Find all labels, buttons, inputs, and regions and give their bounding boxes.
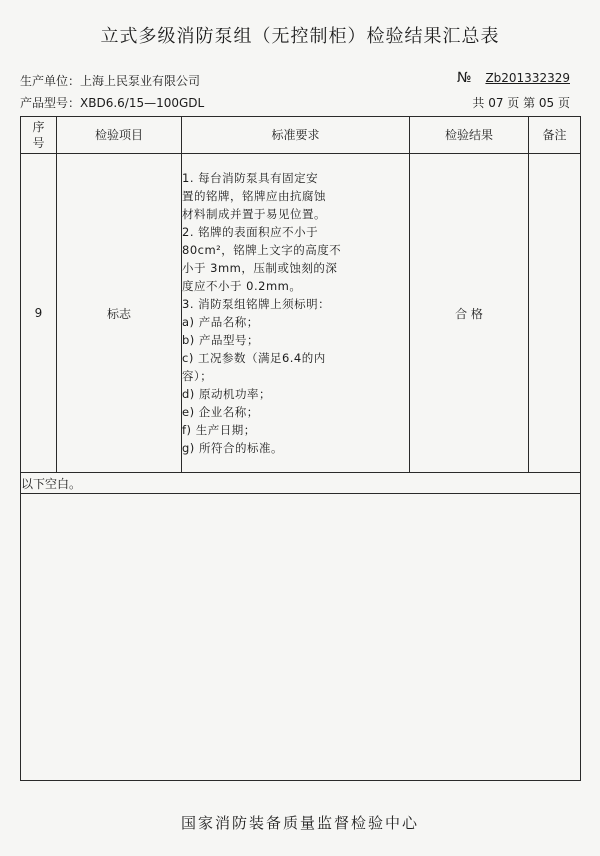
row-seq: 9 <box>21 154 57 473</box>
model-label: 产品型号： <box>20 96 81 110</box>
standard-line: 1. 每台消防泵具有固定安 <box>182 171 319 185</box>
row-note <box>529 154 581 473</box>
standard-line: 容）； <box>182 369 213 383</box>
empty-area <box>21 494 581 781</box>
header-seq <box>21 117 57 154</box>
results-table <box>20 116 581 781</box>
standard-line: g) 所符合的标准。 <box>182 441 283 455</box>
standard-line: a) 产品名称； <box>182 315 259 329</box>
standard-line: 置的铭牌，铭牌应由抗腐蚀 <box>182 189 326 203</box>
blank-note-row <box>21 473 581 494</box>
standard-line: 2. 铭牌的表面积应不小于 <box>182 225 319 239</box>
standard-line: 3. 消防泵组铭牌上须标明： <box>182 297 331 311</box>
manufacturer-label: 生产单位： <box>20 74 81 88</box>
standard-line: d) 原动机功率； <box>182 387 271 401</box>
header-note: 备注 <box>529 117 581 154</box>
issuer-footer: 国家消防装备质量监督检验中心 <box>180 814 419 832</box>
standard-line: f) 生产日期； <box>182 423 256 437</box>
standard-line: e) 企业名称； <box>182 405 259 419</box>
standard-line: 材料制成并置于易见位置。 <box>182 207 326 221</box>
table-header-row <box>21 117 581 154</box>
row-item: 标志 <box>57 154 182 473</box>
report-number-line <box>457 70 570 86</box>
manufacturer-line <box>20 72 200 89</box>
standard-line: 小于 3mm，压制或蚀刻的深 <box>182 261 338 275</box>
page-info: 共 07 页 第 05 页 <box>472 96 570 110</box>
header-result: 检验结果 <box>410 117 529 154</box>
header-standard: 标准要求 <box>182 117 410 154</box>
standard-line: c) 工况参数（满足6.4的内 <box>182 351 326 365</box>
model-value: XBD6.6/15—100GDL <box>80 96 205 110</box>
document-title: 立式多级消防泵组（无控制柜）检验结果汇总表 <box>100 26 500 47</box>
manufacturer-value: 上海上民泵业有限公司 <box>80 74 201 88</box>
report-number-symbol: № <box>456 70 472 86</box>
model-line <box>20 94 204 111</box>
standard-line: 度应不小于 0.2mm。 <box>182 279 302 293</box>
header-seq-text: 序 号 <box>32 120 45 150</box>
standard-line: b) 产品型号； <box>182 333 259 347</box>
header-item: 检验项目 <box>57 117 182 154</box>
row-result: 合 格 <box>410 154 529 473</box>
standard-line: 80cm²，铭牌上文字的高度不 <box>182 243 342 257</box>
row-standard <box>182 154 410 473</box>
empty-area-row <box>21 494 581 781</box>
table-row <box>21 154 581 473</box>
blank-note: 以下空白。 <box>21 473 581 494</box>
report-number: Zb201332329 <box>485 71 570 85</box>
